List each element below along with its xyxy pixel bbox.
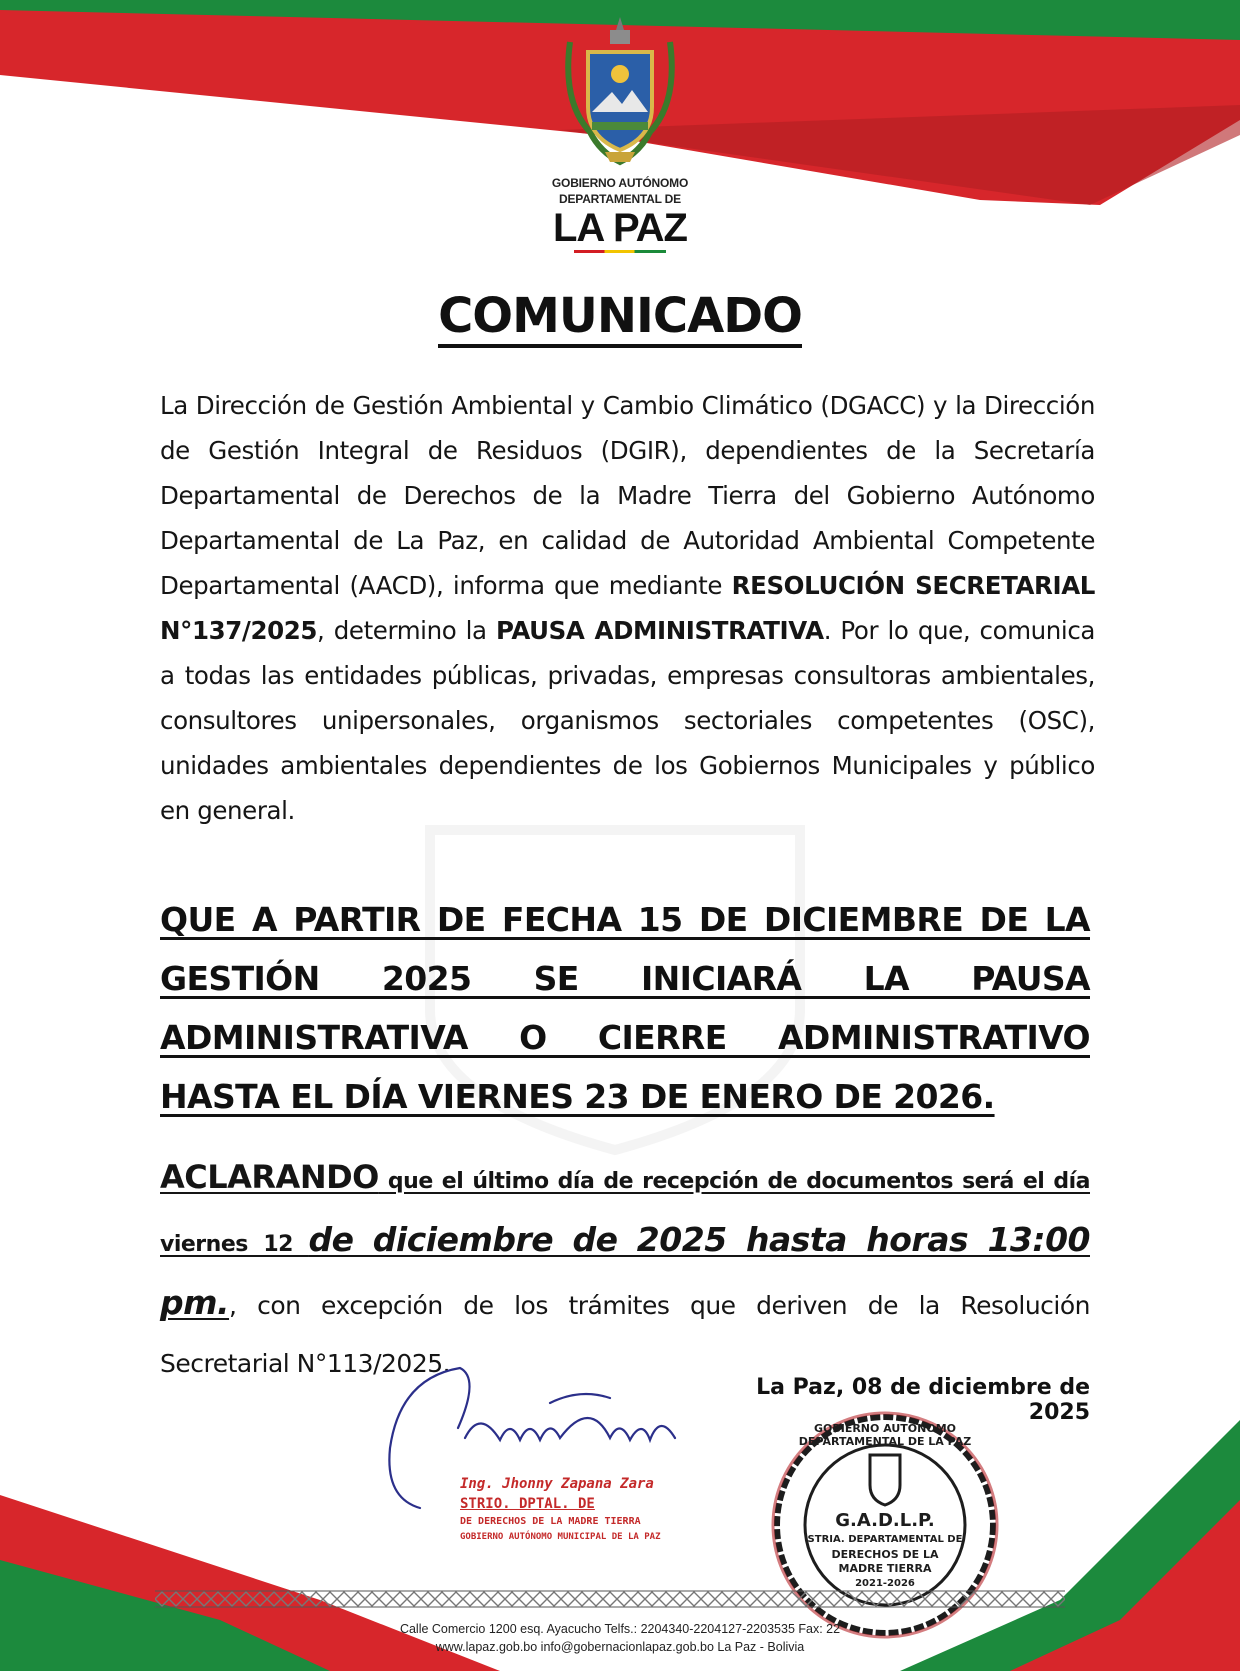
seal-line-3: DERECHOS DE LA: [831, 1548, 939, 1561]
clarification-paragraph: [160, 1148, 1090, 1393]
seal-line-5: 2021-2026: [855, 1578, 915, 1589]
place-date: La Paz, 08 de diciembre de 2025: [756, 1375, 1090, 1425]
footer-address: Calle Comercio 1200 esq. Ayacucho Telfs.: 2204340-2204127-2203535 Fax: 22: [399, 1622, 841, 1636]
clarification-deadline: de diciembre de 2025 hasta horas 13:00 pm.: [160, 1220, 1090, 1322]
footer-contact: www.lapaz.gob.bo info@gobernacionlapaz.gob.bo La Paz - Bolivia: [435, 1640, 805, 1654]
main-notice: QUE A PARTIR DE FECHA 15 DE DICIEMBRE DE LA GESTIÓN 2025 SE INICIARÁ LA PAUSA ADMINISTRATIVA O CIERRE ADMINISTRATIVO HASTA EL DÍA VIERNES 23 DE ENERO DE 2026.: [160, 900, 1090, 1116]
logo-line-1: GOBIERNO AUTÓNOMO: [551, 176, 689, 190]
seal-line-2: STRIA. DEPARTAMENTAL DE: [807, 1534, 963, 1545]
clarification-lead: ACLARANDO: [160, 1158, 379, 1196]
document-title: COMUNICADO: [438, 288, 802, 348]
seal-line-4: MADRE TIERRA: [838, 1562, 932, 1575]
intro-text-3: . Por lo que, comunica a todas las entidades públicas, privadas, empresas consultoras ambientales, consultores unipersonales, organismos sectoriales competentes (OSC), unidades ambientales dependientes de los Gobiernos Municipales y público en general.: [160, 616, 1096, 825]
stamp-name: Ing. Jhonny Zapana Zara: [460, 1476, 654, 1492]
stamp-title: STRIO. DPTAL. DE: [460, 1496, 595, 1512]
handwritten-signature: [380, 1358, 700, 1578]
clarification-text-1: que el último día de recepción de documentos será el día viernes 12: [160, 1169, 1090, 1257]
gadlp-logo: [540, 12, 700, 252]
logo-color-bar: [574, 250, 666, 253]
signature-block: [380, 1358, 700, 1578]
seal-ring-text: GOBIERNO AUTÓNOMO DEPARTAMENTAL DE LA PAZ: [798, 1422, 972, 1448]
intro-text-1: La Dirección de Gestión Ambiental y Cambio Climático (DGACC) y la Dirección de Gestión Integral de Residuos (DGIR), dependientes de la Secretaría Departamental de Derechos de la Madre Tierra del Gobierno Autónomo Departamental de La Paz, en calidad de Autoridad Ambiental Competente Departamental (AACD), informa que mediante: [160, 391, 1095, 600]
stamp-gov: GOBIERNO AUTÓNOMO MUNICIPAL DE LA PAZ: [460, 1532, 661, 1542]
logo-line-3: LA PAZ: [553, 206, 687, 250]
intro-text-2: , determino la: [317, 616, 497, 645]
intro-paragraph: [160, 383, 1095, 833]
stamp-dept: DE DERECHOS DE LA MADRE TIERRA: [460, 1516, 641, 1527]
logo-line-2: DEPARTAMENTAL DE: [559, 192, 681, 206]
intro-bold-pausa: PAUSA ADMINISTRATIVA: [496, 616, 824, 645]
document-title-wrapper: [0, 288, 1240, 344]
footer-pattern-band: [155, 1590, 1065, 1608]
coat-of-arms-icon: [560, 12, 680, 177]
intro-bold-resolution: RESOLUCIÓN SECRETARIAL N°137/2025: [160, 571, 1095, 645]
clarification-text-2: , con excepción de los trámites que deriven de la Resolución Secretarial N°113/2025.: [160, 1291, 1090, 1378]
seal-acronym: G.A.D.L.P.: [835, 1510, 935, 1531]
